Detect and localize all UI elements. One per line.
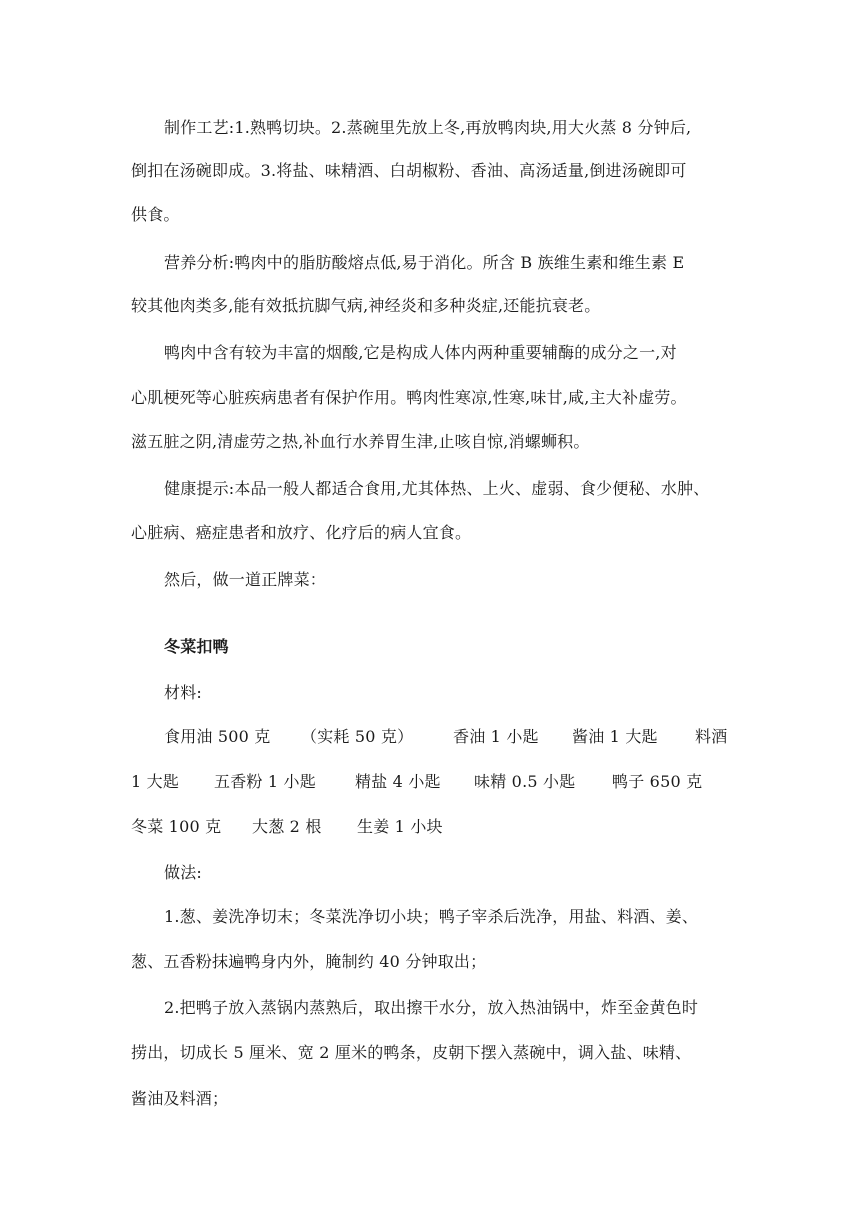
ingredient-oil-actual: （实耗 50 克） <box>301 727 414 746</box>
process-line-3: 供食。 <box>131 205 180 224</box>
ingredient-preserved-veg: 冬菜 100 克 <box>131 817 222 836</box>
process-line-1: 制作工艺:1.熟鸭切块。2.蒸碗里先放上冬,再放鸭肉块,用大火蒸 8 分钟后, <box>164 118 692 137</box>
health-tip-line-1: 健康提示:本品一般人都适合食用,尤其体热、上火、虚弱、食少便秘、水肿、 <box>164 479 710 498</box>
niacin-line-2: 心肌梗死等心脏疾病患者有保护作用。鸭肉性寒凉,性寒,味甘,咸,主大补虚劳。 <box>131 388 687 407</box>
method-label: 做法: <box>164 863 202 882</box>
ingredient-wine-amount: 1 大匙 <box>131 772 180 791</box>
recipe-title: 冬菜扣鸭 <box>164 637 229 656</box>
ingredient-duck: 鸭子 650 克 <box>612 772 703 791</box>
ingredient-scallion: 大葱 2 根 <box>252 817 322 836</box>
step-2-line-2: 捞出，切成长 5 厘米、宽 2 厘米的鸭条，皮朝下摆入蒸碗中，调入盐、味精、 <box>131 1043 692 1062</box>
niacin-line-1: 鸭肉中含有较为丰富的烟酸,它是构成人体内两种重要辅酶的成分之一,对 <box>164 343 677 362</box>
ingredient-msg: 味精 0.5 小匙 <box>474 772 576 791</box>
ingredient-five-spice: 五香粉 1 小匙 <box>214 772 316 791</box>
nutrition-line-1: 营养分析:鸭肉中的脂肪酸熔点低,易于消化。所含 B 族维生素和维生素 E <box>164 253 685 272</box>
ingredient-sesame-oil: 香油 1 小匙 <box>453 727 539 746</box>
health-tip-line-2: 心脏病、癌症患者和放疗、化疗后的病人宜食。 <box>131 523 472 542</box>
ingredient-salt: 精盐 4 小匙 <box>355 772 441 791</box>
step-2-line-1: 2.把鸭子放入蒸锅内蒸熟后，取出擦干水分，放入热油锅中，炸至金黄色时 <box>164 998 699 1017</box>
process-line-2: 倒扣在汤碗即成。3.将盐、味精酒、白胡椒粉、香油、高汤适量,倒进汤碗即可 <box>131 161 687 180</box>
step-1-line-1: 1.葱、姜洗净切末；冬菜洗净切小块；鸭子宰杀后洗净，用盐、料酒、姜、 <box>164 907 699 926</box>
materials-label: 材料: <box>164 683 202 702</box>
transition-line: 然后，做一道正牌菜： <box>164 570 327 589</box>
ingredient-soy-sauce: 酱油 1 大匙 <box>572 727 658 746</box>
ingredient-cooking-oil: 食用油 500 克 <box>164 727 271 746</box>
niacin-line-3: 滋五脏之阴,清虚劳之热,补血行水养胃生津,止咳自惊,消螺蛳积。 <box>131 432 590 451</box>
ingredient-cooking-wine: 料酒 <box>695 727 728 746</box>
step-1-line-2: 葱、五香粉抹遍鸭身内外，腌制约 40 分钟取出； <box>131 952 487 971</box>
nutrition-line-2: 较其他肉类多,能有效抵抗脚气病,神经炎和多种炎症,还能抗衰老。 <box>131 296 601 315</box>
step-2-line-3: 酱油及料酒； <box>131 1089 229 1108</box>
ingredient-ginger: 生姜 1 小块 <box>357 817 443 836</box>
